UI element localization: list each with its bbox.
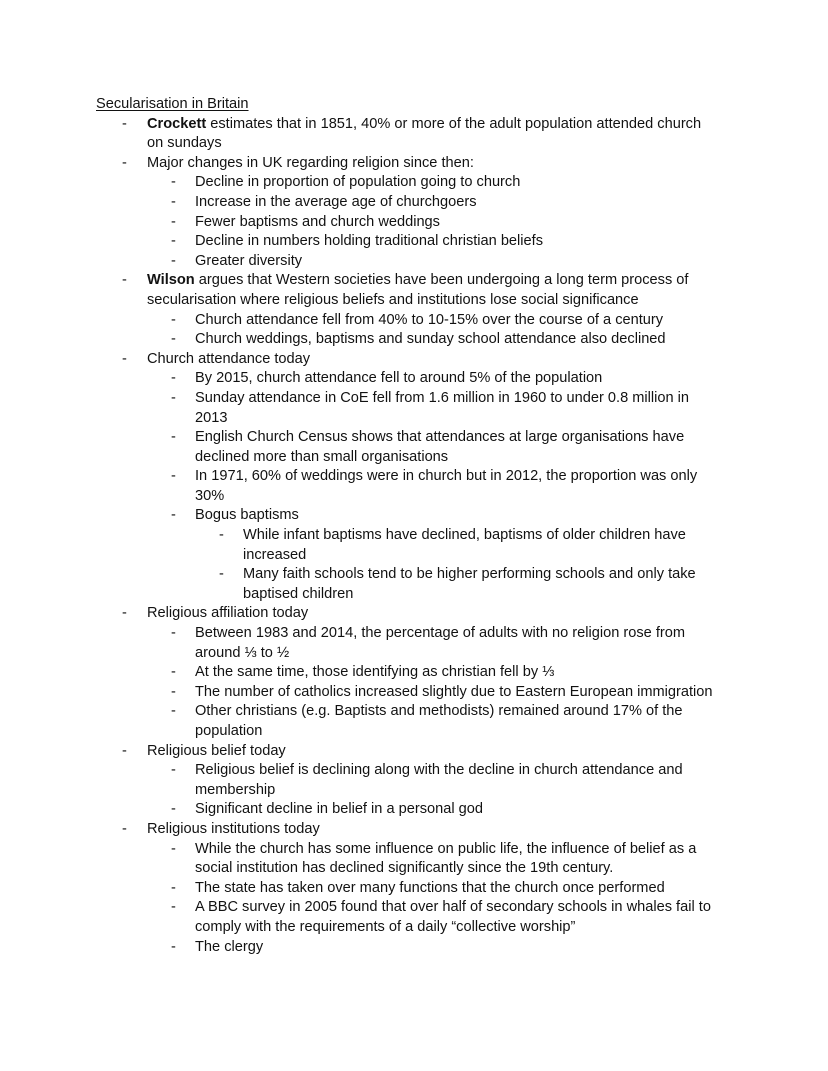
list-item (96, 761, 718, 800)
list-item-text: Bogus baptisms (195, 507, 299, 524)
list-item-text: Other christians (e.g. Baptists and methodists) remained around 17% of the population (195, 703, 683, 739)
list-item-text: Church attendance today (147, 350, 311, 367)
bullet-dash: - (171, 174, 176, 191)
list-item (96, 565, 718, 604)
document-title: Secularisation in Britain (96, 96, 249, 112)
list-item-text: English Church Census shows that attendances at large organisations have declined more than small organisations (195, 429, 685, 465)
list-item (96, 879, 718, 899)
bullet-dash: - (122, 820, 127, 837)
list-item-text: estimates that in 1851, 40% or more of the adult population attended church on sundays (147, 115, 702, 152)
bullet-dash: - (171, 625, 176, 642)
list-item-text: Religious affiliation today (147, 605, 309, 622)
list-item (96, 800, 718, 820)
bullet-dash: - (171, 938, 176, 955)
list-item (96, 820, 718, 840)
bullet-dash: - (171, 193, 176, 210)
list-item (96, 271, 718, 310)
list-item-text: Church weddings, baptisms and sunday school attendance also declined (195, 331, 666, 348)
bullet-dash: - (171, 899, 176, 916)
list-item-bold-lead: Crockett (147, 115, 207, 132)
list-item (96, 154, 718, 174)
list-item (96, 604, 718, 624)
list-item (96, 369, 718, 389)
list-item (96, 115, 718, 154)
list-item-text: In 1971, 60% of weddings were in church but in 2012, the proportion was only 30% (195, 468, 698, 504)
bullet-dash: - (171, 879, 176, 896)
list-item (96, 663, 718, 683)
list-item-text: The number of catholics increased slightly due to Eastern European immigration (195, 683, 713, 700)
list-item-text: Decline in numbers holding traditional christian beliefs (195, 233, 544, 250)
list-item-text: Religious institutions today (147, 820, 320, 837)
bullet-dash: - (122, 115, 127, 132)
list-item-text: Greater diversity (195, 252, 303, 269)
list-item-text: A BBC survey in 2005 found that over half of secondary schools in whales fail to comply with the requirements of a daily “collective worship” (195, 899, 711, 935)
bullet-dash: - (171, 840, 176, 857)
list-item (96, 840, 718, 879)
list-item-text: Decline in proportion of population going to church (195, 174, 521, 191)
list-item (96, 252, 718, 272)
list-item (96, 311, 718, 331)
list-item-text: Church attendance fell from 40% to 10-15% over the course of a century (195, 311, 664, 328)
bullet-dash: - (171, 801, 176, 818)
list-item (96, 330, 718, 350)
list-item (96, 506, 718, 526)
bullet-dash: - (122, 605, 127, 622)
bullet-dash: - (171, 683, 176, 700)
bullet-dash: - (171, 507, 176, 524)
list-item-text: By 2015, church attendance fell to around 5% of the population (195, 370, 603, 387)
bullet-dash: - (122, 154, 127, 171)
bullet-dash: - (219, 566, 224, 583)
bullet-dash: - (122, 272, 127, 289)
list-item-text: Religious belief is declining along with the decline in church attendance and membership (195, 762, 683, 798)
list-item (96, 742, 718, 762)
list-item-text: Sunday attendance in CoE fell from 1.6 million in 1960 to under 0.8 million in 2013 (195, 389, 690, 426)
list-item-text: argues that Western societies have been undergoing a long term process of secularisation where religious beliefs and institutions lose social significance (147, 272, 689, 308)
list-item-text: While infant baptisms have declined, baptisms of older children have increased (243, 527, 686, 563)
list-item-text: Between 1983 and 2014, the percentage of adults with no religion rose from around ⅓ to ½ (195, 625, 686, 661)
list-item (96, 350, 718, 370)
bullet-dash: - (171, 389, 176, 406)
list-item (96, 624, 718, 663)
bullet-dash: - (171, 233, 176, 250)
list-item-text: At the same time, those identifying as christian fell by ⅓ (195, 664, 555, 681)
list-item-text: Many faith schools tend to be higher performing schools and only take baptised children (243, 566, 696, 602)
bullet-dash: - (171, 468, 176, 485)
list-item (96, 428, 718, 467)
list-item (96, 193, 718, 213)
list-item-bold-lead: Wilson (147, 272, 195, 289)
list-item (96, 389, 718, 428)
list-item (96, 938, 718, 958)
list-item (96, 173, 718, 193)
list-item-text: Significant decline in belief in a personal god (195, 801, 484, 818)
bullet-list (96, 115, 718, 958)
list-item (96, 467, 718, 506)
bullet-dash: - (171, 213, 176, 230)
list-item (96, 526, 718, 565)
list-item-text: Major changes in UK regarding religion since then: (147, 154, 474, 171)
bullet-dash: - (122, 742, 127, 759)
list-item-text: Religious belief today (147, 742, 286, 759)
bullet-dash: - (171, 252, 176, 269)
list-item (96, 232, 718, 252)
list-item-text: Fewer baptisms and church weddings (195, 213, 440, 230)
bullet-dash: - (171, 703, 176, 720)
bullet-dash: - (122, 350, 127, 367)
bullet-dash: - (171, 331, 176, 348)
list-item-text: Increase in the average age of churchgoers (195, 193, 477, 210)
bullet-dash: - (219, 527, 224, 544)
list-item (96, 213, 718, 233)
list-item-text: While the church has some influence on public life, the influence of belief as a social institution has declined significantly since the 19th century. (195, 840, 697, 877)
bullet-dash: - (171, 370, 176, 387)
list-item-text: The state has taken over many functions that the church once performed (195, 879, 665, 896)
bullet-dash: - (171, 311, 176, 328)
list-item (96, 702, 718, 741)
list-item (96, 898, 718, 937)
bullet-dash: - (171, 664, 176, 681)
list-item (96, 683, 718, 703)
bullet-dash: - (171, 762, 176, 779)
bullet-dash: - (171, 429, 176, 446)
list-item-text: The clergy (195, 938, 264, 955)
